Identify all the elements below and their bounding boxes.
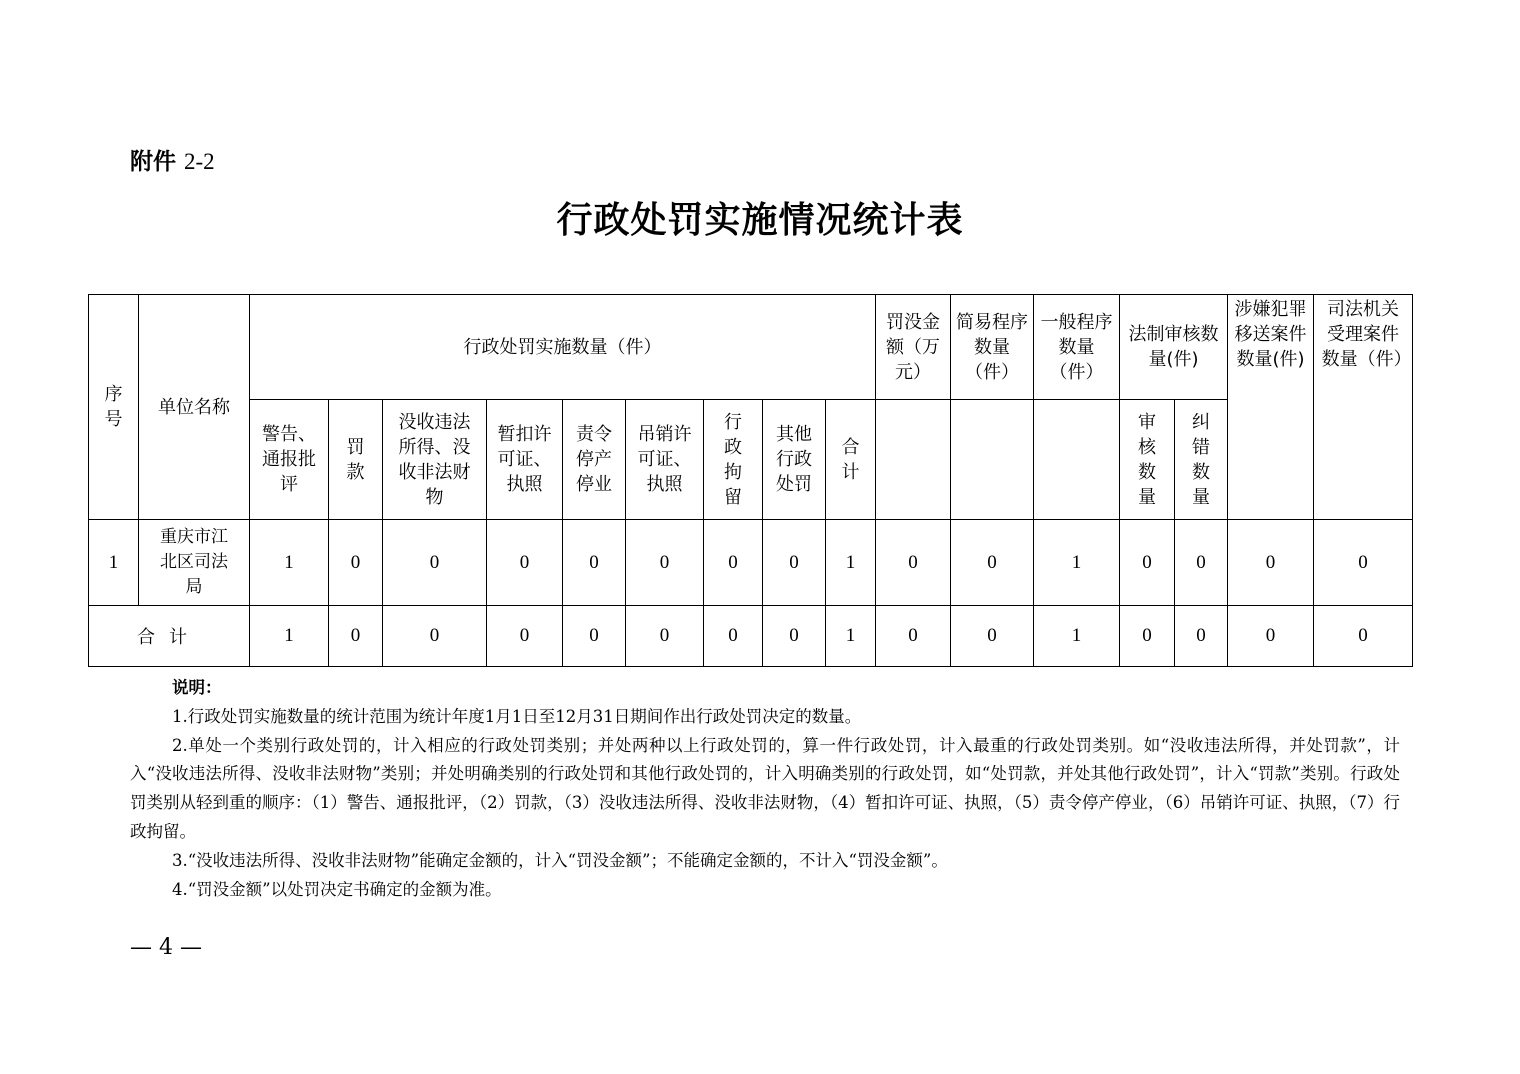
total-review-count-value: 0 (1120, 606, 1175, 667)
page-title: 行政处罚实施情况统计表 (556, 199, 964, 241)
detention-header-text: 行政拘留 (723, 411, 742, 508)
row-judicial-accept-value: 0 (1314, 520, 1413, 606)
other-penalty-header-text: 其他行政处罚 (775, 424, 812, 495)
order-stop-header-text: 责令停产停业 (575, 424, 612, 495)
total-general-proc-value: 1 (1034, 606, 1120, 667)
total-row (89, 606, 1413, 667)
col-seq-header (89, 295, 139, 520)
col-fine-header (329, 400, 383, 520)
general-proc-header-text: 一般程序数量（件） (1040, 311, 1113, 383)
revoke-license-header-text: 吊销许可证、执照 (637, 424, 692, 495)
row-order-stop-value: 0 (563, 520, 626, 606)
col-judicial-accept-header (1314, 295, 1413, 520)
note-item-3: 3.“没收违法所得、没收非法财物”能确定金额的，计入“罚没金额”；不能确定金额的，不计入“罚没金额”。 (172, 850, 948, 870)
review-count-header-text: 审核数量 (1138, 411, 1156, 508)
fine-amount-blank-cell (876, 400, 951, 520)
total-correct-count-value: 0 (1175, 606, 1228, 667)
note-item-2: 2.单处一个类别行政处罚的，计入相应的行政处罚类别；并处两种以上行政处罚的，算一件行政处罚，计入最重的行政处罚类别。如“没收违法所得，并处罚款”，计入“没收违法所得、没收非法财物”类别；并处明确类别的行政处罚和其他行政处罚的，计入明确类别的行政处罚，如“处罚款，并处其他行政处罚”，计入“罚款”类别。行政处罚类别从轻到重的顺序：（1）警告、通报批评，（2）罚款，（3）没收违法所得、没收非法财物，（4）暂扣许可证、执照，（5）责令停产停业，（6）吊销许可证、执照，（7）行政拘留。 (130, 735, 1400, 841)
simple-proc-header-text: 简易程序数量（件） (956, 311, 1029, 383)
total-subtotal-value: 1 (826, 606, 876, 667)
row-seq-cell: 1 (89, 520, 139, 606)
col-implement-group-header: 行政处罚实施数量（件） (250, 295, 876, 400)
notes-section (130, 674, 1400, 904)
warning-header-text: 警告、通报批评 (262, 424, 316, 495)
row-confiscate-value: 0 (383, 520, 487, 606)
col-confiscate-header (383, 400, 487, 520)
row-fine-value: 0 (329, 520, 383, 606)
col-simple-proc-header (951, 295, 1034, 400)
total-crime-transfer-value: 0 (1228, 606, 1314, 667)
confiscate-header-text: 没收违法所得、没收非法财物 (398, 411, 471, 508)
header-row-1 (89, 295, 1413, 400)
fine-amount-header-text: 罚没金额（万元） (886, 311, 941, 383)
correct-count-header-text: 纠错数量 (1192, 411, 1210, 508)
total-other-penalty-value: 0 (763, 606, 826, 667)
row-suspend-license-value: 0 (487, 520, 563, 606)
row-unit-cell (139, 520, 250, 606)
total-order-stop-value: 0 (563, 606, 626, 667)
row-detention-value: 0 (704, 520, 763, 606)
subtotal-header-text: 合计 (841, 436, 860, 483)
row-other-penalty-value: 0 (763, 520, 826, 606)
row-unit-text: 重庆市江北区司法局 (160, 527, 228, 597)
fine-header-text: 罚款 (346, 436, 365, 483)
simple-proc-blank-cell (951, 400, 1034, 520)
col-other-penalty-header (763, 400, 826, 520)
total-confiscate-value: 0 (383, 606, 487, 667)
table-row (89, 520, 1413, 606)
total-detention-value: 0 (704, 606, 763, 667)
col-crime-transfer-header (1228, 295, 1314, 520)
total-suspend-license-value: 0 (487, 606, 563, 667)
crime-transfer-header-text: 涉嫌犯罪移送案件数量(件) (1234, 299, 1307, 370)
note-item-1: 1.行政处罚实施数量的统计范围为统计年度1月1日至12月31日期间作出行政处罚决定的数量。 (172, 706, 862, 726)
col-unit-name-header: 单位名称 (139, 295, 250, 520)
col-order-stop-header (563, 400, 626, 520)
seq-header-text: 序号 (104, 384, 123, 430)
row-revoke-license-value: 0 (626, 520, 704, 606)
col-suspend-license-header (487, 400, 563, 520)
note-item-4: 4.“罚没金额”以处罚决定书确定的金额为准。 (172, 879, 502, 899)
notes-title: 说明： (172, 678, 222, 697)
total-warning-value: 1 (250, 606, 329, 667)
attachment-number: 2-2 (184, 149, 215, 174)
row-warning-value: 1 (250, 520, 329, 606)
judicial-accept-header-text: 司法机关受理案件数量（件） (1321, 299, 1412, 370)
row-crime-transfer-value: 0 (1228, 520, 1314, 606)
attachment-label (130, 143, 215, 176)
col-warning-header (250, 400, 329, 520)
col-fine-amount-header (876, 295, 951, 400)
total-fine-value: 0 (329, 606, 383, 667)
row-general-proc-value: 1 (1034, 520, 1120, 606)
col-review-count-header (1120, 400, 1175, 520)
suspend-license-header-text: 暂扣许可证、执照 (497, 424, 552, 495)
attachment-label-text: 附件 (130, 149, 176, 175)
col-detention-header (704, 400, 763, 520)
col-revoke-license-header (626, 400, 704, 520)
legal-review-header-text: 法制审核数量(件) (1128, 324, 1219, 370)
total-label-cell: 合计 (89, 606, 250, 667)
row-subtotal-value: 1 (826, 520, 876, 606)
total-judicial-accept-value: 0 (1314, 606, 1413, 667)
row-simple-proc-value: 0 (951, 520, 1034, 606)
col-subtotal-header (826, 400, 876, 520)
row-correct-count-value: 0 (1175, 520, 1228, 606)
col-general-proc-header (1034, 295, 1120, 400)
total-revoke-license-value: 0 (626, 606, 704, 667)
general-proc-blank-cell (1034, 400, 1120, 520)
row-review-count-value: 0 (1120, 520, 1175, 606)
col-legal-review-group-header (1120, 295, 1228, 400)
statistics-table (88, 294, 1413, 667)
page-number: — 4 — (130, 935, 202, 960)
col-correct-count-header (1175, 400, 1228, 520)
total-fine-amount-value: 0 (876, 606, 951, 667)
total-simple-proc-value: 0 (951, 606, 1034, 667)
row-fine-amount-value: 0 (876, 520, 951, 606)
header-row-2 (89, 400, 1413, 520)
